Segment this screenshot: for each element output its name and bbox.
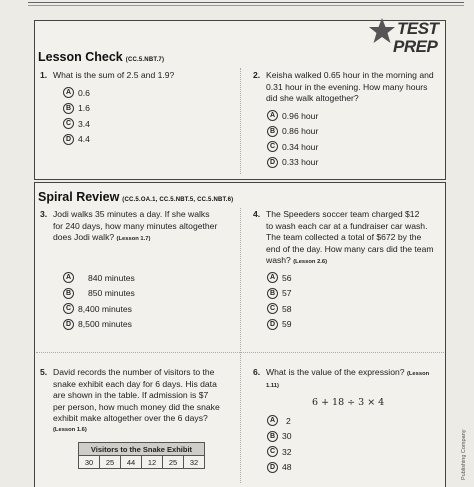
option-letter[interactable]: B <box>267 288 278 299</box>
option-label: 840 minutes <box>88 272 135 283</box>
question-text-line: Jodi walks 35 minutes a day. If she walks <box>53 209 210 219</box>
q6-options <box>267 413 292 475</box>
option-letter[interactable]: B <box>63 288 74 299</box>
question-text-line: did she walk altogether? <box>266 93 359 104</box>
option-label: 8,400 minutes <box>78 303 132 314</box>
option-label: 8,500 minutes <box>78 319 132 330</box>
question-text-line: Keisha walked 0.65 hour in the morning and <box>266 70 434 80</box>
table-title: Visitors to the Snake Exhibit <box>79 443 205 456</box>
question-text-line: exhibit make altogether over the 6 days? <box>53 413 208 424</box>
option-letter[interactable]: D <box>267 319 278 330</box>
option-label: 0.6 <box>78 87 90 98</box>
option-label: 30 <box>282 431 292 442</box>
column-divider <box>240 208 241 483</box>
option-letter[interactable]: C <box>267 446 278 457</box>
option-letter[interactable]: B <box>63 103 74 114</box>
option-label: 32 <box>282 446 292 457</box>
answer-option[interactable] <box>63 132 90 148</box>
table-cell: 25 <box>100 456 121 469</box>
test-prep-badge <box>367 16 457 62</box>
option-letter[interactable]: D <box>267 462 278 473</box>
question-text-line: to wash each car at a fundraiser car wash. <box>266 220 428 231</box>
option-letter[interactable]: D <box>63 134 74 145</box>
question-text: What is the value of the expression? <box>266 367 405 377</box>
top-rule <box>28 2 464 6</box>
question-text-line: does Jodi walk? <box>53 232 115 243</box>
option-letter[interactable]: A <box>267 110 278 121</box>
lesson-ref-cont: 1.11) <box>266 382 279 389</box>
option-label: 0.33 hour <box>282 157 319 168</box>
answer-option[interactable] <box>63 301 135 317</box>
question-text-line: end of the day. How many cars did the team <box>266 243 434 254</box>
question-text-line: David records the number of visitors to the <box>53 367 215 377</box>
answer-option[interactable] <box>267 108 318 124</box>
option-letter[interactable]: A <box>63 87 74 98</box>
answer-option[interactable] <box>267 155 318 171</box>
column-divider <box>240 68 241 174</box>
option-letter[interactable]: A <box>63 272 74 283</box>
badge-line-2: PREP <box>393 37 438 56</box>
option-letter[interactable]: A <box>267 272 278 283</box>
math-expression: 6 + 18 ÷ 3 × 4 <box>312 397 385 408</box>
option-label: 59 <box>282 319 292 330</box>
snake-visitors-table <box>78 442 205 469</box>
question-text-line: are shown in the table. If admission is $7 <box>53 390 209 401</box>
answer-option[interactable] <box>63 116 90 132</box>
option-label: 0.86 hour <box>282 126 319 137</box>
question-text-line: snake exhibit each day for 6 days. His data <box>53 378 217 389</box>
option-label: 0.96 hour <box>282 110 319 121</box>
lesson-ref: (Lesson <box>406 371 430 377</box>
answer-option[interactable] <box>267 139 318 155</box>
option-letter[interactable]: B <box>267 126 278 137</box>
q4-options <box>267 270 292 332</box>
question-number: 4. <box>253 209 261 219</box>
question-text-line: for 240 days, how many minutes altogether <box>53 220 218 231</box>
option-letter[interactable]: A <box>267 415 278 426</box>
table-cell: 44 <box>121 456 142 469</box>
option-letter[interactable]: B <box>267 431 278 442</box>
spiral-review-heading: Spiral Review <box>38 190 120 204</box>
lesson-check-heading: Lesson Check <box>38 50 123 64</box>
question-number: 3. <box>40 209 48 219</box>
option-label: 48 <box>282 462 292 473</box>
question-number: 6. <box>253 367 261 377</box>
question-number: 5. <box>40 367 48 377</box>
lesson-check-standard: (CC.5.NBT.7) <box>125 57 165 63</box>
question-4 <box>253 209 445 269</box>
option-label: 1.6 <box>78 103 90 114</box>
answer-option[interactable] <box>267 444 292 460</box>
badge-line-1: TEST <box>397 19 439 38</box>
option-label: 0.34 hour <box>282 141 319 152</box>
spiral-review-title <box>38 190 233 204</box>
question-text-line: The Speeders soccer team charged $12 <box>266 209 420 219</box>
option-label: 4.4 <box>78 134 90 145</box>
option-label: 56 <box>282 272 292 283</box>
question-1 <box>40 70 235 82</box>
answer-option[interactable] <box>267 317 292 333</box>
option-letter[interactable]: C <box>267 141 278 152</box>
option-label: 57 <box>282 288 292 299</box>
question-6 <box>253 367 445 392</box>
option-label: 850 minutes <box>88 288 135 299</box>
option-letter[interactable]: C <box>63 118 74 129</box>
answer-option[interactable] <box>63 317 135 333</box>
answer-option[interactable] <box>267 460 292 476</box>
option-label: 2 <box>286 415 291 426</box>
q1-options <box>63 85 90 147</box>
lesson-check-title <box>38 50 164 64</box>
answer-option[interactable] <box>63 270 135 286</box>
q3-options <box>63 270 135 332</box>
answer-option[interactable] <box>267 286 292 302</box>
answer-option[interactable] <box>267 270 292 286</box>
option-letter[interactable]: D <box>63 319 74 330</box>
option-label: 3.4 <box>78 118 90 129</box>
answer-option[interactable] <box>63 101 90 117</box>
table-cell: 25 <box>163 456 184 469</box>
question-number: 2. <box>253 70 261 80</box>
table-cell: 32 <box>184 456 205 469</box>
question-5 <box>40 367 238 437</box>
table-cell: 12 <box>142 456 163 469</box>
question-text-line: per person, how much money did the snake <box>53 401 220 412</box>
answer-option[interactable] <box>267 429 292 445</box>
answer-option[interactable] <box>63 286 135 302</box>
answer-option[interactable] <box>267 124 318 140</box>
lesson-ref: (Lesson 2.6) <box>293 259 328 266</box>
table-row <box>79 456 205 469</box>
spiral-review-standard: (CC.5.OA.1, CC.5.NBT.5, CC.5.NBT.6) <box>122 197 234 203</box>
question-text-line: The team collected a total of $672 by the <box>266 232 422 243</box>
question-text-line: wash? <box>266 255 291 266</box>
question-number: 1. <box>40 70 48 80</box>
question-2 <box>253 70 443 105</box>
answer-option[interactable] <box>267 301 292 317</box>
option-letter[interactable]: D <box>267 157 278 168</box>
option-letter[interactable]: C <box>63 303 74 314</box>
lesson-ref: (Lesson 1.7) <box>116 236 151 243</box>
publisher-side-text: Publishing Company <box>461 429 467 480</box>
answer-option[interactable] <box>267 413 292 429</box>
q2-options <box>267 108 318 170</box>
question-text-line: 0.31 hour in the evening. How many hours <box>266 81 428 92</box>
table-cell: 30 <box>79 456 100 469</box>
answer-option[interactable] <box>63 85 90 101</box>
lesson-ref: (Lesson 1.6) <box>53 426 87 433</box>
question-3 <box>40 209 238 246</box>
option-label: 58 <box>282 303 292 314</box>
row-divider <box>36 352 444 353</box>
question-text: What is the sum of 2.5 and 1.9? <box>53 70 175 80</box>
option-letter[interactable]: C <box>267 303 278 314</box>
